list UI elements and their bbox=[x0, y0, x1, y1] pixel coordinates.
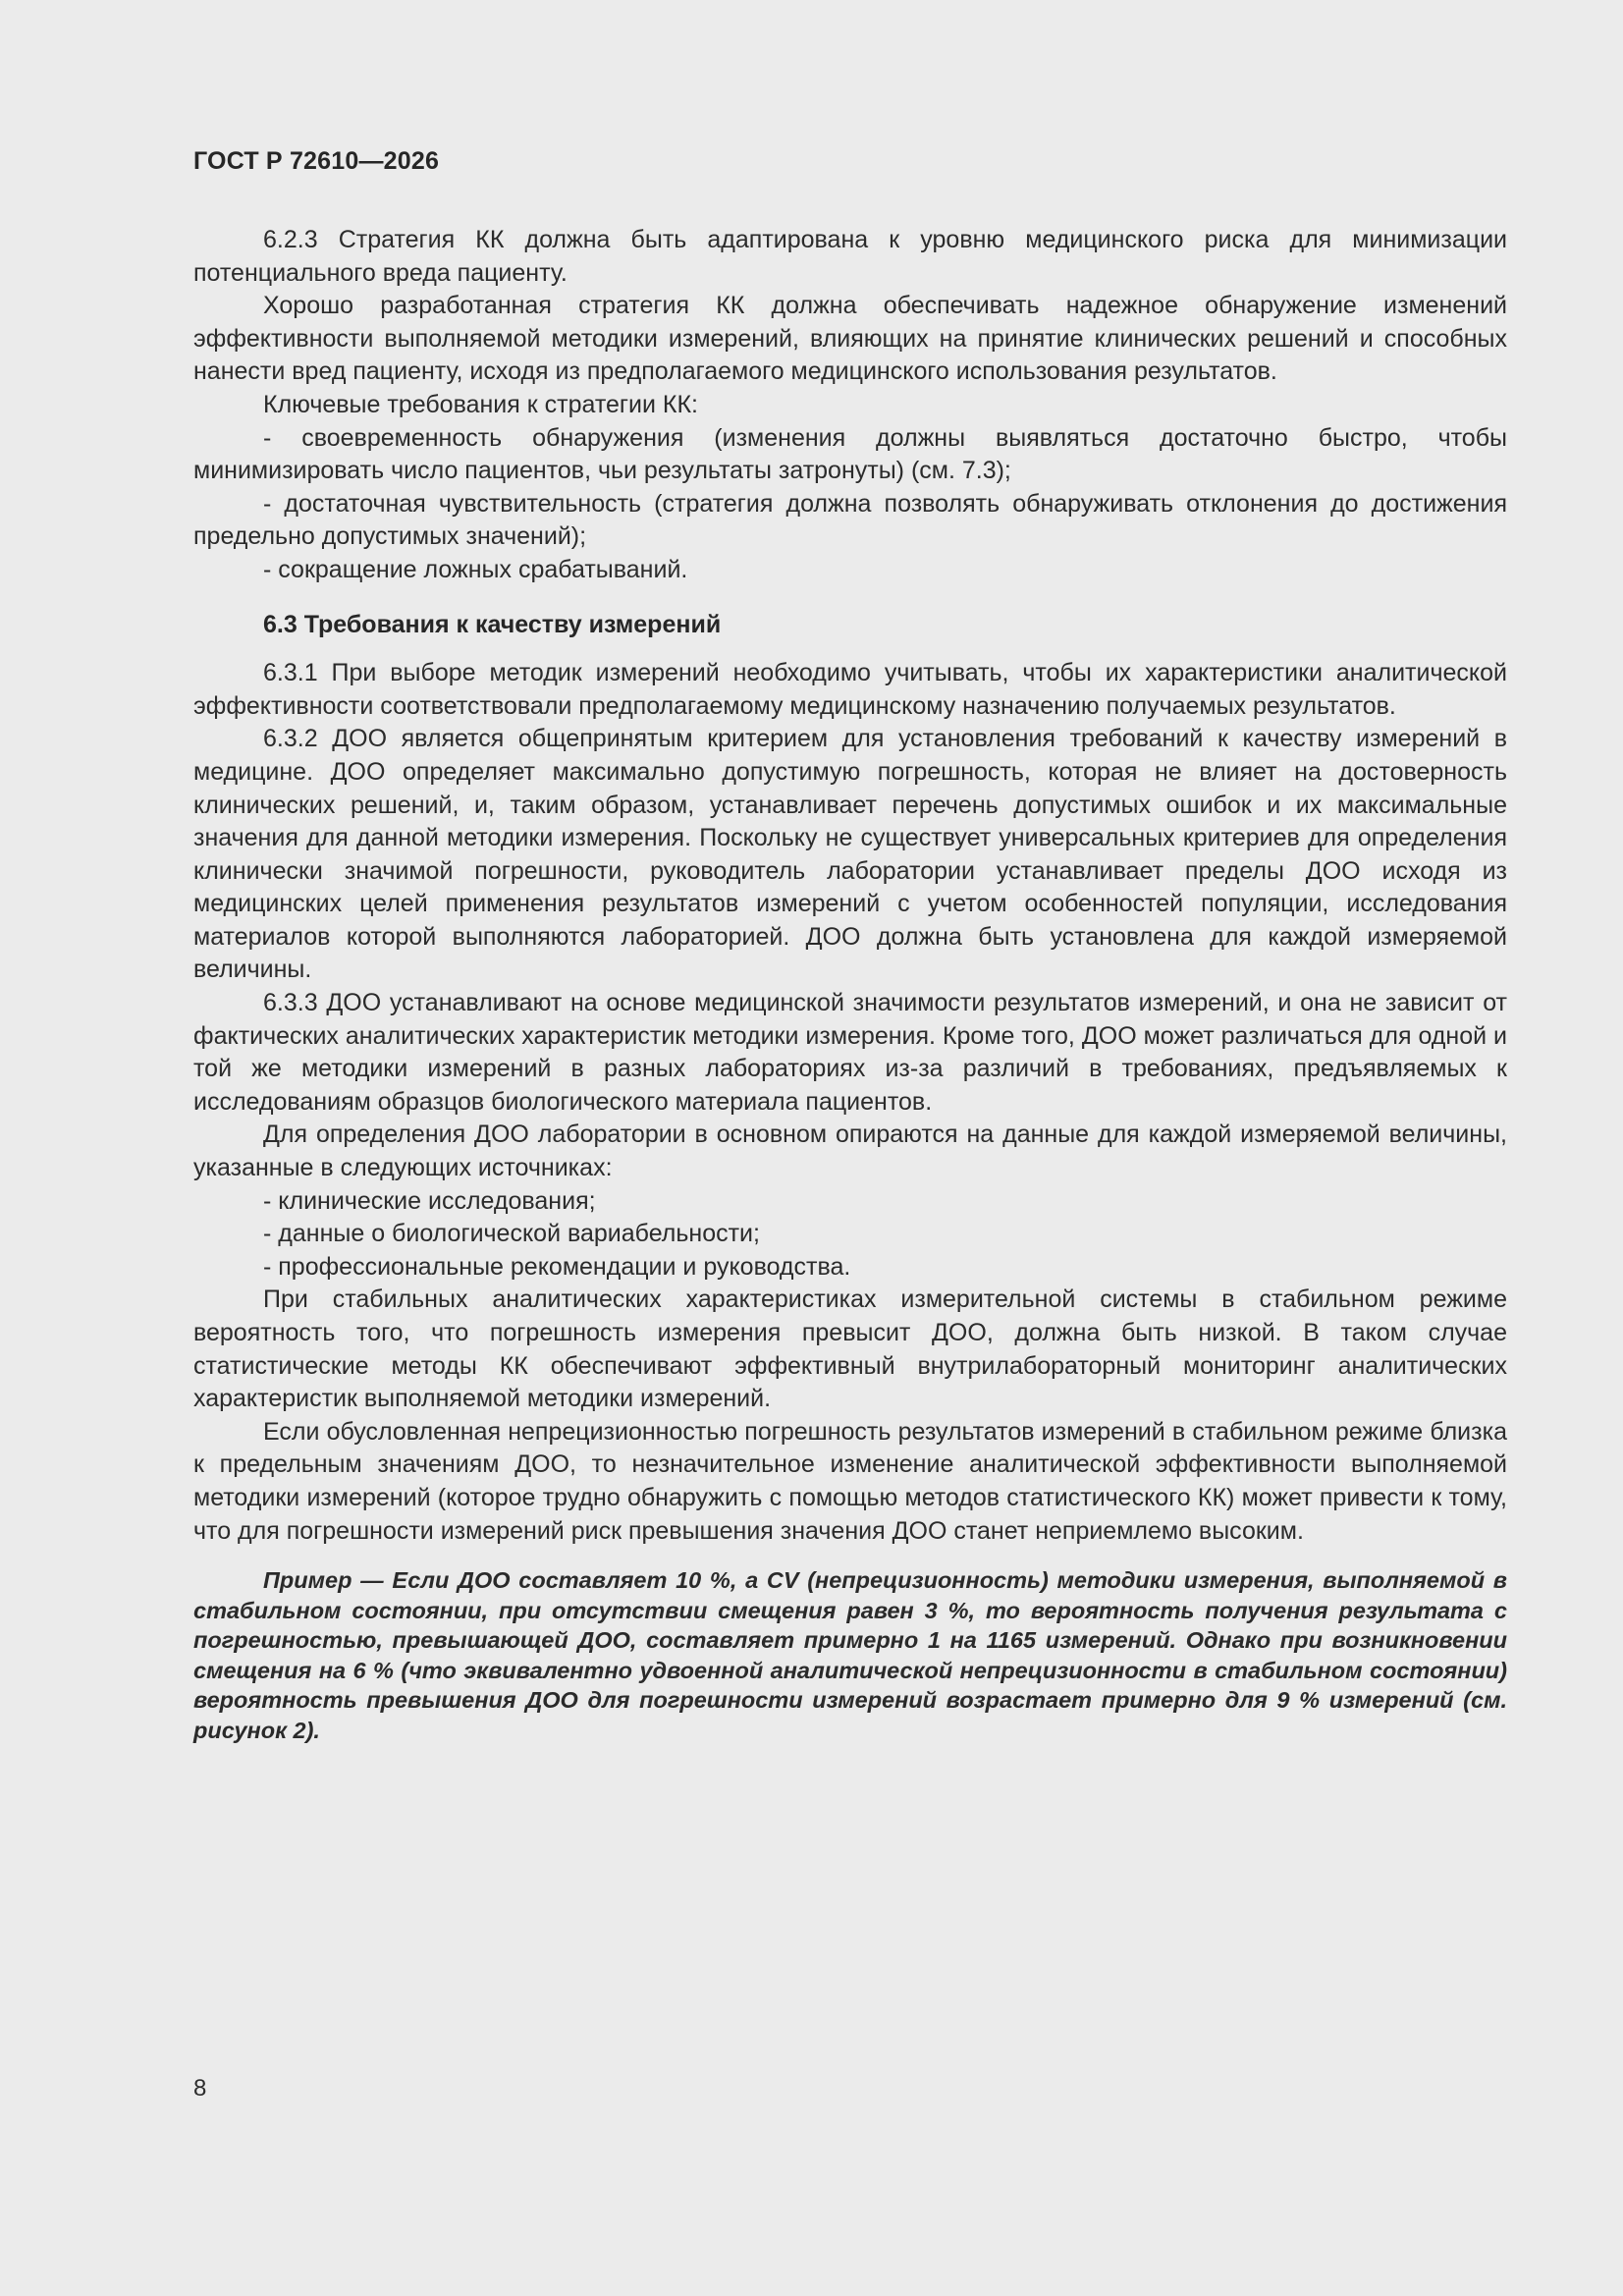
paragraph-stable-conditions: При стабильных аналитических характеристиках измерительной системы в стабильном режиме вероятность того, что погрешность измерения превысит ДОО, должна быть низкой. В таком случае статистические методы КК обеспечивают эффективный внутрилабораторный мониторинг аналитических характеристик выполняемой методики измерений. bbox=[193, 1285, 1507, 1413]
list-item: - профессиональные рекомендации и руководства. bbox=[263, 1252, 851, 1281]
section-heading: 6.3 Требования к качеству измерений bbox=[263, 610, 722, 638]
document-body bbox=[193, 224, 1507, 1745]
list-item: - своевременность обнаружения (изменения должны выявляться достаточно быстро, чтобы минимизировать число пациентов, чьи результаты затронуты) (см. 7.3); bbox=[193, 423, 1507, 485]
list-item: - данные о биологической вариабельности; bbox=[263, 1220, 760, 1248]
paragraph-6-3-1: 6.3.1 При выборе методик измерений необходимо учитывать, чтобы их характеристики аналитической эффективности соответствовали предполагаемому медицинскому назначению получаемых результатов. bbox=[193, 659, 1507, 720]
paragraph-imprecision-risk: Если обусловленная непрецизионностью погрешность результатов измерений в стабильном режиме близка к предельным значениям ДОО, то незначительное изменение аналитической эффективности выполняемой методики измерений (которое трудно обнаружить с помощью методов статистического КК) может привести к тому, что для погрешности измерений риск превышения значения ДОО станет неприемлемо высоким. bbox=[193, 1417, 1507, 1545]
paragraph-6-2-3: 6.2.3 Стратегия КК должна быть адаптирована к уровню медицинского риска для минимизации потенциального вреда пациенту. bbox=[193, 226, 1507, 287]
paragraph-qc-strategy: Хорошо разработанная стратегия КК должна обеспечивать надежное обнаружение изменений эффективности выполняемой методики измерений, влияющих на принятие клинических решений и способных нанести вред пациенту, исходя из предполагаемого медицинского использования результатов. bbox=[193, 292, 1507, 386]
paragraph-key-requirements: Ключевые требования к стратегии КК: bbox=[263, 390, 698, 418]
document-header: ГОСТ Р 72610—2026 bbox=[193, 147, 440, 175]
example-note: Пример — Если ДОО составляет 10 %, а CV (непрецизионность) методики измерения, выполняемой в стабильном состоянии, при отсутствии смещения равен 3 %, то вероятность получения результата с погрешностью, превышающей ДОО, составляет примерно 1 на 1165 измерений. Однако при возникновении смещения на 6 % (что эквивалентно удвоенной аналитической непрецизионности в стабильном состоянии) вероятность превышения ДОО для погрешности измерений возрастает примерно для 9 % измерений (см. рисунок 2). bbox=[193, 1567, 1507, 1743]
paragraph-6-3-3: 6.3.3 ДОО устанавливают на основе медицинской значимости результатов измерений, и она не зависит от фактических аналитических характеристик методики измерения. Кроме того, ДОО может различаться для одной и той же методики измерений в разных лабораториях из-за различий в требованиях, предъявляемых к исследованиям образцов биологического материала пациентов. bbox=[193, 989, 1507, 1116]
list-item: - клинические исследования; bbox=[263, 1186, 596, 1215]
list-item: - достаточная чувствительность (стратегия должна позволять обнаруживать отклонения до достижения предельно допустимых значений); bbox=[193, 489, 1507, 551]
paragraph-sources-intro: Для определения ДОО лаборатории в основном опираются на данные для каждой измеряемой величины, указанные в следующих источниках: bbox=[193, 1121, 1507, 1182]
page-number: 8 bbox=[193, 2075, 207, 2102]
paragraph-6-3-2: 6.3.2 ДОО является общепринятым критерием для установления требований к качеству измерений в медицине. ДОО определяет максимально допустимую погрешность, которая не влияет на достоверность клинических решений, и, таким образом, устанавливает перечень допустимых ошибок и их максимальные значения для данной методики измерения. Поскольку не существует универсальных критериев для определения клинически значимой погрешности, руководитель лаборатории устанавливает пределы ДОО исходя из медицинских целей применения результатов измерений с учетом особенностей популяции, исследования материалов которой выполняются лабораторией. ДОО должна быть установлена для каждой измеряемой величины. bbox=[193, 725, 1507, 984]
list-item: - сокращение ложных срабатываний. bbox=[263, 555, 688, 583]
